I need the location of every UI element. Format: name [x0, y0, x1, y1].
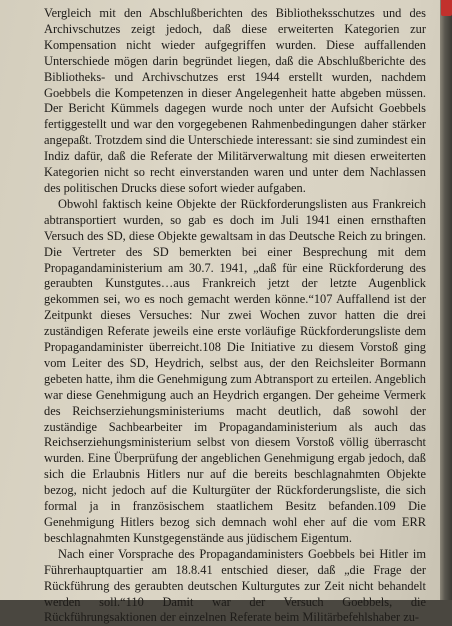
bookmark-ribbon — [441, 0, 452, 16]
paragraph-1: Vergleich mit den Abschlußberichten des Bibliotheksschutzes und des Archivschutzes zeigt jedoch, daß diese erweiterten Kategorien zur Kompensation nicht wieder aufgegriffen wurden. Diese auffallenden Unterschiede mögen darin begründet liegen, daß die Abschlußberichte des Bibliotheks- und Archivschutzes erst 1944 erstellt wurden, nachdem Goebbels die Kompetenzen in dieser Angelegenheit hatte abgeben müssen. Der Bericht Kümmels dagegen wurde noch unter der Aufsicht Goebbels fertiggestellt und war den vorgegebenen Rahmenbedingungen daher stärker angepaßt. Trotzdem sind die Unterschiede interessant: sie sind zumindest ein Indiz dafür, daß die Referate der Militärverwaltung mit diesen erweiterten Kategorien nicht so recht einverstanden waren und unter dem Nachlassen des politischen Drucks diese sofort wieder aufgaben. — [44, 6, 426, 195]
page-edge — [440, 0, 452, 600]
paragraph-2: Obwohl faktisch keine Objekte der Rückforderungslisten aus Frankreich abtransportiert wurden, so gab es doch im Juli 1941 einen ernsthaften Versuch des SD, diese Objekte gewaltsam in das Deutsche Reich zu bringen. Die Vertreter des SD bemerkten bei einer Besprechung mit dem Propagandaministerium am 30.7. 1941, „daß für eine Rückforderung des geraubten Kunstgutes…aus Frankreich jetzt der letzte Augenblick gekommen sei, wo es noch gemacht werden könne.“107 Auffallend ist der Zeitpunkt dieses Versuches: Nur zwei Wochen zuvor hatten die drei zuständigen Referate jeweils eine erste vorläufige Rückforderungsliste dem Propagandaminister überreicht.108 Die Initiative zu diesem Vorstoß ging vom Leiter des SD, Heydrich, selbst aus, der den Reichsleiter Bormann gebeten hatte, ihm die Genehmigung zum Abtransport zu erteilen. Angeblich war diese Genehmigung auch an Heydrich ergangen. Der geheime Vermerk des Reichserziehungsministeriums macht deutlich, daß sowohl der zuständige Sachbearbeiter im Propagandaministerium als auch das Reichserziehungsministerium selbst von diesem Vorstoß völlig überrascht wurden. Eine Überprüfung der angeblichen Genehmigung ergab jedoch, daß sich die Erlaubnis Hitlers nur auf die bereits beschlagnahmten Objekte bezog, nicht jedoch auf die Kulturgüter der Rückforderungsliste, die sich formal ja in französischem staatlichem Besitz befanden.109 Die Genehmigung Hitlers bezog sich demnach wohl eher auf die vom ERR beschlagnahmten Kunstgegenstände aus jüdischem Eigentum. — [44, 196, 426, 545]
body-text — [44, 6, 426, 626]
paragraph-3: Nach einer Vorsprache des Propagandaministers Goebbels bei Hitler im Führerhauptquartier am 18.8.41 entschied dieser, daß „die Frage der Rückführung des geraubten deutschen Kulturgutes zur Zeit nicht behandelt werden soll.“110 Damit war der Versuch Goebbels, die Rückführungsaktionen der einzelnen Referate beim Militärbefehlshaber zu- — [44, 546, 426, 625]
